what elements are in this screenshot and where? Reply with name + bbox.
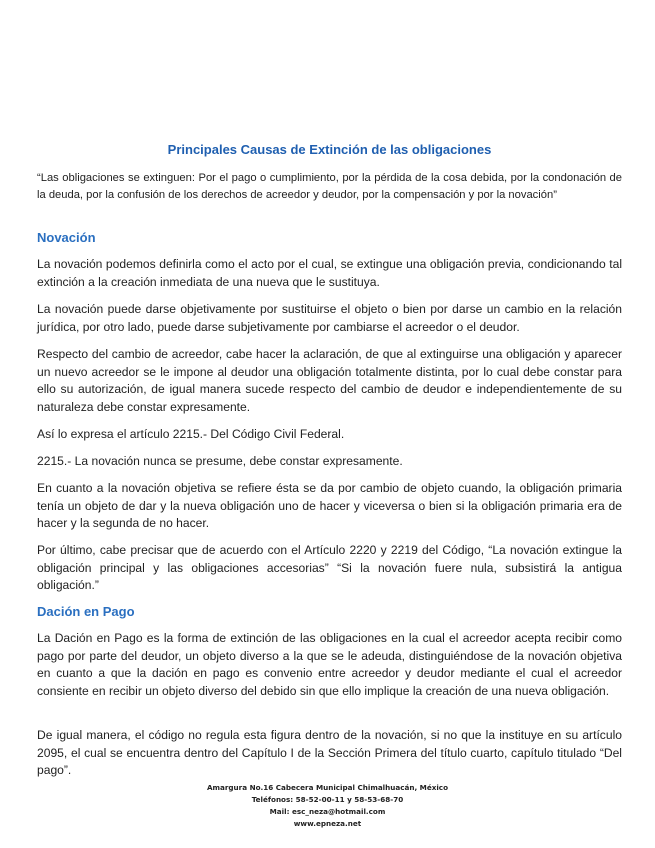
paragraph: Así lo expresa el artículo 2215.- Del Código Civil Federal. [37,427,345,441]
section-heading-novacion: Novación [37,230,96,245]
footer-web: www.epneza.net [293,819,362,828]
paragraph: En cuanto a la novación objetiva se refiere ésta se da por cambio de objeto cuando, la obligación primaria tenía un objeto de dar y la nueva obligación uno de hacer y viceversa o bien si la obligación primaria era de hacer y la segunda de no hacer. [37,481,622,531]
section-heading-dacion-en-pago: Dación en Pago [37,604,135,619]
footer-mail: Mail: esc_neza@hotmail.com [269,807,386,816]
paragraph: 2215.- La novación nunca se presume, debe constar expresamente. [37,454,403,468]
paragraph: La Dación en Pago es la forma de extinción de las obligaciones en la cual el acreedor acepta recibir como pago por parte del deudor, un objeto diverso a la que se le adeuda, distinguiéndose de la novación objetiva en cuanto a que la dación en pago es convenio entre acreedor y deudor mediante el cual el acreedor consiente en recibir un objeto diverso del debido sin que ello implique la creación de una nueva obligación. [37,631,622,698]
paragraph: La novación podemos definirla como el acto por el cual, se extingue una obligación previa, condicionando tal extinción a la creación inmediata de una nueva que le sustituya. [37,257,622,289]
page-footer [0,782,655,830]
footer-phones: Teléfonos: 58-52-00-11 y 58-53-68-70 [251,795,404,804]
footer-address: Amargura No.16 Cabecera Municipal Chimalhuacán, México [206,783,449,792]
document-title: Principales Causas de Extinción de las obligaciones [167,142,492,157]
intro-quote: “Las obligaciones se extinguen: Por el pago o cumplimiento, por la pérdida de la cosa debida, por la condonación de la deuda, por la confusión de los derechos de acreedor y deudor, por la compensación y por la novación” [37,172,622,201]
paragraph: Por último, cabe precisar que de acuerdo con el Artículo 2220 y 2219 del Código, “La novación extingue la obligación principal y las obligaciones accesorias” “Si la novación fuere nula, subsistirá la antigua obligación.” [37,543,622,593]
paragraph: Respecto del cambio de acreedor, cabe hacer la aclaración, de que al extinguirse una obligación y aparecer un nuevo acreedor se le impone al deudor una obligación totalmente distinta, por lo cual debe constar para ello su autorización, de igual manera sucede respecto del cambio de deudor e independientemente de su naturaleza debe constar expresamente. [37,347,622,414]
paragraph: La novación puede darse objetivamente por sustituirse el objeto o bien por darse un cambio en la relación jurídica, por otro lado, puede darse subjetivamente por cambiarse el acreedor o el deudor. [37,302,622,334]
paragraph: De igual manera, el código no regula esta figura dentro de la novación, si no que la instituye en su artículo 2095, el cual se encuentra dentro del Capítulo I de la Sección Primera del título cuarto, capítulo titulado “Del pago”. [37,728,622,778]
